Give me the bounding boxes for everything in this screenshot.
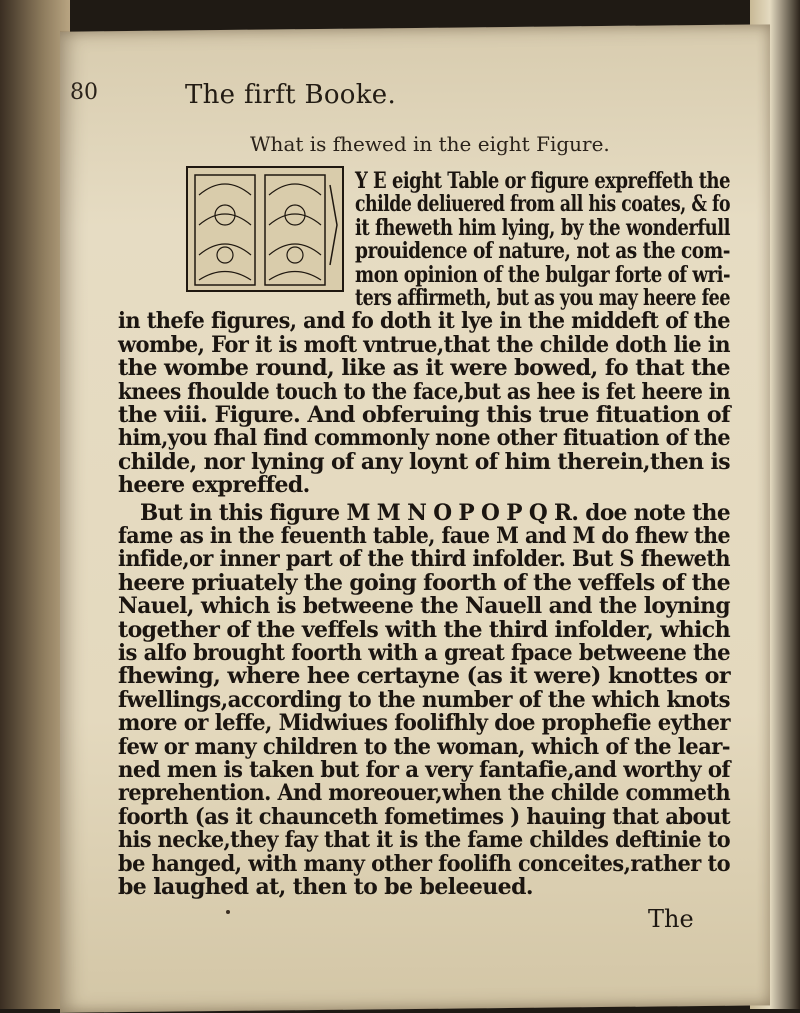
text-line: fhewing, where hee certayne (as it were) knottes or [118, 663, 731, 690]
text-line: prouidence of nature, not as the com- [355, 238, 730, 265]
text-line: ned men is taken but for a very fantafie,and worthy of [118, 757, 730, 783]
text-line: knees fhoulde touch to the face,but as hee is fet heere in [118, 378, 730, 405]
text-line: foorth (as it chaunceth fometimes ) hauing that about [118, 803, 730, 830]
text-line: ters affirmeth, but as you may heere fee [355, 285, 730, 311]
page-number: 80 [70, 80, 98, 105]
text-line: the wombe round, like as it were bowed, fo that the [118, 355, 730, 382]
text-line: fame as in the feuenth table, faue M and M do fhew the [118, 523, 730, 549]
text-line: the viii. Figure. And obferuing this true fituation of [118, 402, 730, 428]
text-line: his necke,they fay that it is the fame childes deftinie to [118, 827, 730, 854]
running-head: The firft Booke. [185, 80, 397, 110]
text-line: But in this figure M M N O P O P Q R. doe note the [140, 499, 730, 526]
text-line: is alfo brought foorth with a great fpace betweene the [118, 640, 730, 666]
text-line: together of the veffels with the third infolder, which [118, 616, 730, 643]
ink-speck [226, 910, 230, 914]
page-header [70, 80, 630, 120]
text-line: Nauel, which is betweene the Nauell and the loyning [118, 593, 730, 620]
text-line: childe, nor lyning of any loynt of him therein,then is [118, 448, 730, 475]
text-line: mon opinion of the bulgar forte of wri- [355, 261, 730, 288]
text-line: be hanged, with many other foolifh conceites,rather to [118, 850, 730, 877]
text-line: childe deliuered from all his coates, & fo [355, 191, 730, 218]
text-line: wombe, For it is moft vntrue,that the childe doth lie in [118, 331, 730, 358]
figure-caption: What is fhewed in the eight Figure. [250, 132, 610, 156]
text-line: reprehention. And moreouer,when the childe commeth [118, 780, 730, 807]
decorative-initial-woodcut [185, 165, 345, 293]
text-line: more or leffe, Midwiues foolifhly doe prophefie eyther [118, 710, 730, 737]
text-line: heere priuately the going foorth of the veffels of the [118, 569, 730, 596]
text-line: heere expreffed. [118, 472, 310, 499]
catchword: The [648, 905, 694, 933]
text-line: Y E eight Table or figure expreffeth the [355, 168, 730, 194]
text-line: in thefe figures, and fo doth it lye in the middeft of the [118, 308, 730, 335]
text-line: few or many children to the woman, which of the lear- [118, 733, 730, 760]
text-line: infide,or inner part of the third infolder. But S fheweth [118, 546, 730, 573]
text-line: it fheweth him lying, by the wonderfull [355, 214, 730, 241]
text-line: fwellings,according to the number of the which knots [118, 686, 730, 713]
text-line: him,you fhal find commonly none other fituation of the [118, 425, 730, 452]
text-line: be laughed at, then to be beleeued. [118, 874, 533, 900]
